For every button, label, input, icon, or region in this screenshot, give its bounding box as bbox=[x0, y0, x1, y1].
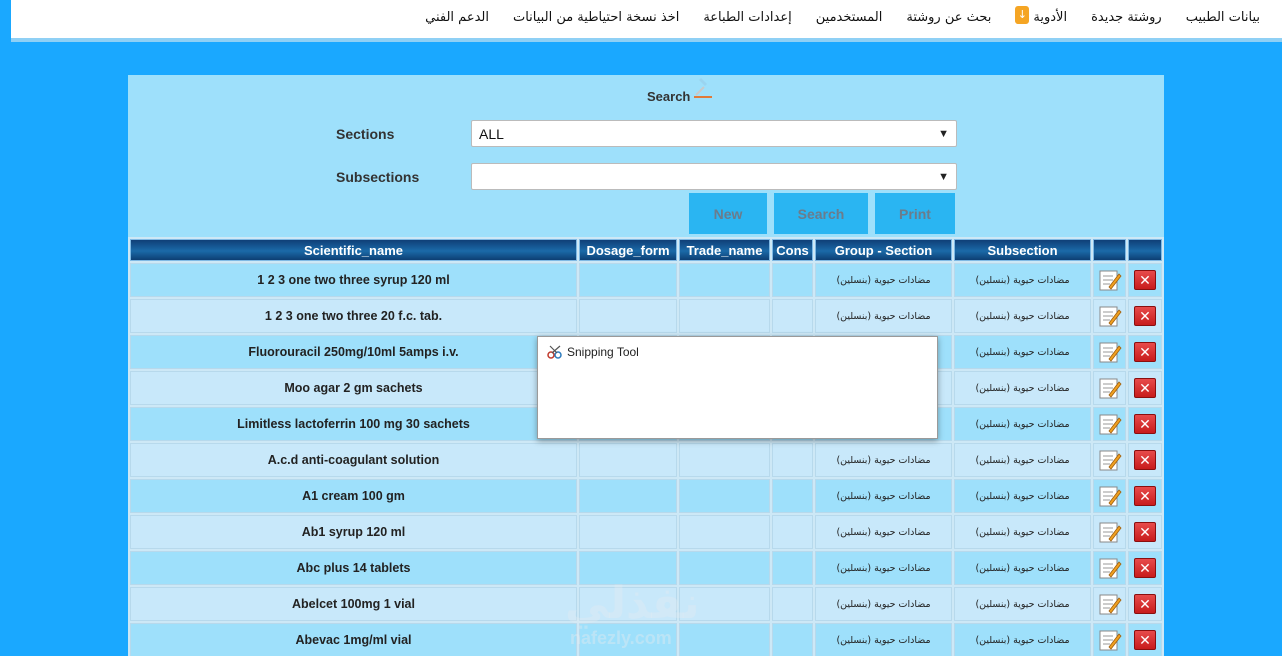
delete-icon[interactable]: ✕ bbox=[1134, 594, 1156, 614]
edit-icon[interactable] bbox=[1097, 339, 1123, 365]
cell-subsection: مضادات حيوية (بنسلين) bbox=[954, 263, 1091, 297]
cell-delete bbox=[1128, 479, 1162, 513]
chevron-down-icon: ▼ bbox=[938, 170, 949, 183]
cell-scientific-name: Abelcet 100mg 1 vial bbox=[130, 587, 577, 621]
delete-icon[interactable]: ✕ bbox=[1134, 414, 1156, 434]
cell-trade-name bbox=[679, 479, 770, 513]
cell-cons bbox=[772, 299, 813, 333]
nav-label: إعدادات الطباعة bbox=[703, 10, 792, 25]
cell-trade-name bbox=[679, 443, 770, 477]
nav-label: روشتة جديدة bbox=[1091, 10, 1162, 25]
cell-group-section: مضادات حيوية (بنسلين) bbox=[815, 443, 952, 477]
cell-edit bbox=[1093, 551, 1126, 585]
cell-dosage-form bbox=[579, 515, 677, 549]
cell-dosage-form bbox=[579, 623, 677, 656]
nav-search-prescription[interactable] bbox=[894, 0, 1003, 25]
nav-label: بيانات الطبيب bbox=[1185, 10, 1260, 25]
cell-delete bbox=[1128, 443, 1162, 477]
col-subsection[interactable]: Subsection bbox=[954, 239, 1091, 261]
cell-scientific-name: A1 cream 100 gm bbox=[130, 479, 577, 513]
nav-label: الأدوية bbox=[1033, 10, 1068, 25]
cell-dosage-form bbox=[579, 587, 677, 621]
nav-support[interactable] bbox=[413, 0, 501, 25]
cell-edit bbox=[1093, 299, 1126, 333]
cell-cons bbox=[772, 551, 813, 585]
nav-medicines[interactable] bbox=[1003, 0, 1079, 25]
delete-icon[interactable]: ✕ bbox=[1134, 342, 1156, 362]
watermark-logo: نفذلي bbox=[565, 578, 700, 629]
cell-scientific-name: Moo agar 2 gm sachets bbox=[130, 371, 577, 405]
cell-scientific-name: Fluorouracil 250mg/10ml 5amps i.v. bbox=[130, 335, 577, 369]
nav-backup[interactable] bbox=[501, 0, 691, 25]
cell-subsection: مضادات حيوية (بنسلين) bbox=[954, 551, 1091, 585]
cell-group-section: مضادات حيوية (بنسلين) bbox=[815, 587, 952, 621]
cell-delete bbox=[1128, 623, 1162, 656]
table-body bbox=[130, 263, 1162, 656]
cell-trade-name bbox=[679, 515, 770, 549]
table-row[interactable] bbox=[130, 479, 1162, 513]
cell-delete bbox=[1128, 299, 1162, 333]
nav-label: اخذ نسخة احتياطية من البيانات bbox=[512, 10, 680, 25]
sections-select[interactable] bbox=[471, 120, 957, 147]
search-title: Search bbox=[647, 89, 691, 104]
delete-icon[interactable]: ✕ bbox=[1134, 378, 1156, 398]
table-header-row bbox=[130, 239, 1162, 261]
nav-new-prescription[interactable] bbox=[1079, 0, 1174, 25]
eraser-icon bbox=[690, 75, 716, 103]
table-row[interactable] bbox=[130, 587, 1162, 621]
print-button[interactable]: Print bbox=[875, 193, 955, 234]
subsections-label: Subsections bbox=[336, 169, 420, 185]
table-row[interactable] bbox=[130, 443, 1162, 477]
cell-group-section: مضادات حيوية (بنسلين) bbox=[815, 479, 952, 513]
scissors-icon bbox=[546, 344, 564, 360]
cell-delete bbox=[1128, 515, 1162, 549]
cell-scientific-name: Ab1 syrup 120 ml bbox=[130, 515, 577, 549]
cell-delete bbox=[1128, 551, 1162, 585]
edit-icon[interactable] bbox=[1097, 591, 1123, 617]
cell-cons bbox=[772, 623, 813, 656]
cell-scientific-name: Abc plus 14 tablets bbox=[130, 551, 577, 585]
edit-icon[interactable] bbox=[1097, 267, 1123, 293]
edit-icon[interactable] bbox=[1097, 447, 1123, 473]
cell-delete bbox=[1128, 407, 1162, 441]
cell-edit bbox=[1093, 371, 1126, 405]
table-row[interactable] bbox=[130, 623, 1162, 656]
cell-group-section: مضادات حيوية (بنسلين) bbox=[815, 263, 952, 297]
col-edit bbox=[1093, 239, 1126, 261]
nav-label: بحث عن روشتة bbox=[906, 10, 992, 25]
cell-trade-name bbox=[679, 587, 770, 621]
nav-users[interactable] bbox=[804, 0, 895, 25]
edit-icon[interactable] bbox=[1097, 627, 1123, 653]
col-cons[interactable]: Cons bbox=[772, 239, 813, 261]
cell-scientific-name: 1 2 3 one two three 20 f.c. tab. bbox=[130, 299, 577, 333]
nav-doctor-data[interactable] bbox=[1174, 0, 1272, 25]
cell-cons bbox=[772, 263, 813, 297]
snipping-tool-window[interactable] bbox=[537, 336, 938, 439]
cell-delete bbox=[1128, 371, 1162, 405]
cell-edit bbox=[1093, 263, 1126, 297]
edit-icon[interactable] bbox=[1097, 555, 1123, 581]
new-button[interactable]: New bbox=[689, 193, 767, 234]
cell-subsection: مضادات حيوية (بنسلين) bbox=[954, 335, 1091, 369]
watermark-url: nafezly.com bbox=[570, 628, 672, 648]
cell-scientific-name: 1 2 3 one two three syrup 120 ml bbox=[130, 263, 577, 297]
edit-icon[interactable] bbox=[1097, 375, 1123, 401]
cell-group-section: مضادات حيوية (بنسلين) bbox=[815, 623, 952, 656]
search-button[interactable]: Search bbox=[774, 193, 868, 234]
sections-value: ALL bbox=[479, 125, 504, 142]
cell-edit bbox=[1093, 515, 1126, 549]
snipping-tool-title: Snipping Tool bbox=[567, 345, 639, 359]
cell-subsection: مضادات حيوية (بنسلين) bbox=[954, 407, 1091, 441]
cell-scientific-name: A.c.d anti-coagulant solution bbox=[130, 443, 577, 477]
col-dosage-form[interactable]: Dosage_form bbox=[579, 239, 677, 261]
cell-subsection: مضادات حيوية (بنسلين) bbox=[954, 587, 1091, 621]
top-nav bbox=[11, 0, 1282, 42]
cell-subsection: مضادات حيوية (بنسلين) bbox=[954, 299, 1091, 333]
cell-subsection: مضادات حيوية (بنسلين) bbox=[954, 443, 1091, 477]
table-row[interactable] bbox=[130, 551, 1162, 585]
cell-subsection: مضادات حيوية (بنسلين) bbox=[954, 515, 1091, 549]
cell-edit bbox=[1093, 443, 1126, 477]
cell-delete bbox=[1128, 263, 1162, 297]
delete-icon[interactable]: ✕ bbox=[1134, 486, 1156, 506]
cell-delete bbox=[1128, 335, 1162, 369]
cell-edit bbox=[1093, 623, 1126, 656]
cell-group-section: مضادات حيوية (بنسلين) bbox=[815, 551, 952, 585]
cell-subsection: مضادات حيوية (بنسلين) bbox=[954, 479, 1091, 513]
delete-icon[interactable]: ✕ bbox=[1134, 450, 1156, 470]
delete-icon[interactable]: ✕ bbox=[1134, 630, 1156, 650]
cell-trade-name bbox=[679, 299, 770, 333]
edit-icon[interactable] bbox=[1097, 483, 1123, 509]
delete-icon[interactable]: ✕ bbox=[1134, 558, 1156, 578]
cell-group-section: مضادات حيوية (بنسلين) bbox=[815, 515, 952, 549]
cell-edit bbox=[1093, 587, 1126, 621]
cell-delete bbox=[1128, 587, 1162, 621]
cell-edit bbox=[1093, 407, 1126, 441]
nav-print-settings[interactable] bbox=[691, 0, 803, 25]
edit-icon[interactable] bbox=[1097, 411, 1123, 437]
cell-cons bbox=[772, 479, 813, 513]
table-row[interactable] bbox=[130, 299, 1162, 333]
cell-dosage-form bbox=[579, 263, 677, 297]
cell-trade-name bbox=[679, 551, 770, 585]
medicines-table bbox=[128, 237, 1164, 656]
col-delete bbox=[1128, 239, 1162, 261]
medicine-icon: ↓ bbox=[1015, 6, 1029, 24]
table-row[interactable] bbox=[130, 263, 1162, 297]
col-group-section[interactable]: Group - Section bbox=[815, 239, 952, 261]
cell-dosage-form bbox=[579, 443, 677, 477]
cell-trade-name bbox=[679, 263, 770, 297]
cell-cons bbox=[772, 443, 813, 477]
cell-subsection: مضادات حيوية (بنسلين) bbox=[954, 623, 1091, 656]
table-row[interactable] bbox=[130, 515, 1162, 549]
col-trade-name[interactable]: Trade_name bbox=[679, 239, 770, 261]
edit-icon[interactable] bbox=[1097, 519, 1123, 545]
nav-label: الدعم الفني bbox=[425, 10, 489, 25]
cell-cons bbox=[772, 515, 813, 549]
delete-icon[interactable]: ✕ bbox=[1134, 306, 1156, 326]
chevron-down-icon: ▼ bbox=[938, 127, 949, 140]
cell-scientific-name: Limitless lactoferrin 100 mg 30 sachets bbox=[130, 407, 577, 441]
cell-edit bbox=[1093, 479, 1126, 513]
cell-trade-name bbox=[679, 623, 770, 656]
cell-dosage-form bbox=[579, 551, 677, 585]
delete-icon[interactable]: ✕ bbox=[1134, 270, 1156, 290]
cell-scientific-name: Abevac 1mg/ml vial bbox=[130, 623, 577, 656]
cell-dosage-form bbox=[579, 479, 677, 513]
delete-icon[interactable]: ✕ bbox=[1134, 522, 1156, 542]
subsections-select[interactable] bbox=[471, 163, 957, 190]
edit-icon[interactable] bbox=[1097, 303, 1123, 329]
cell-dosage-form bbox=[579, 299, 677, 333]
cell-group-section: مضادات حيوية (بنسلين) bbox=[815, 299, 952, 333]
cell-subsection: مضادات حيوية (بنسلين) bbox=[954, 371, 1091, 405]
sections-label: Sections bbox=[336, 126, 395, 142]
nav-label: المستخدمين bbox=[815, 10, 883, 25]
col-scientific-name[interactable]: Scientific_name bbox=[130, 239, 577, 261]
cell-edit bbox=[1093, 335, 1126, 369]
cell-cons bbox=[772, 587, 813, 621]
